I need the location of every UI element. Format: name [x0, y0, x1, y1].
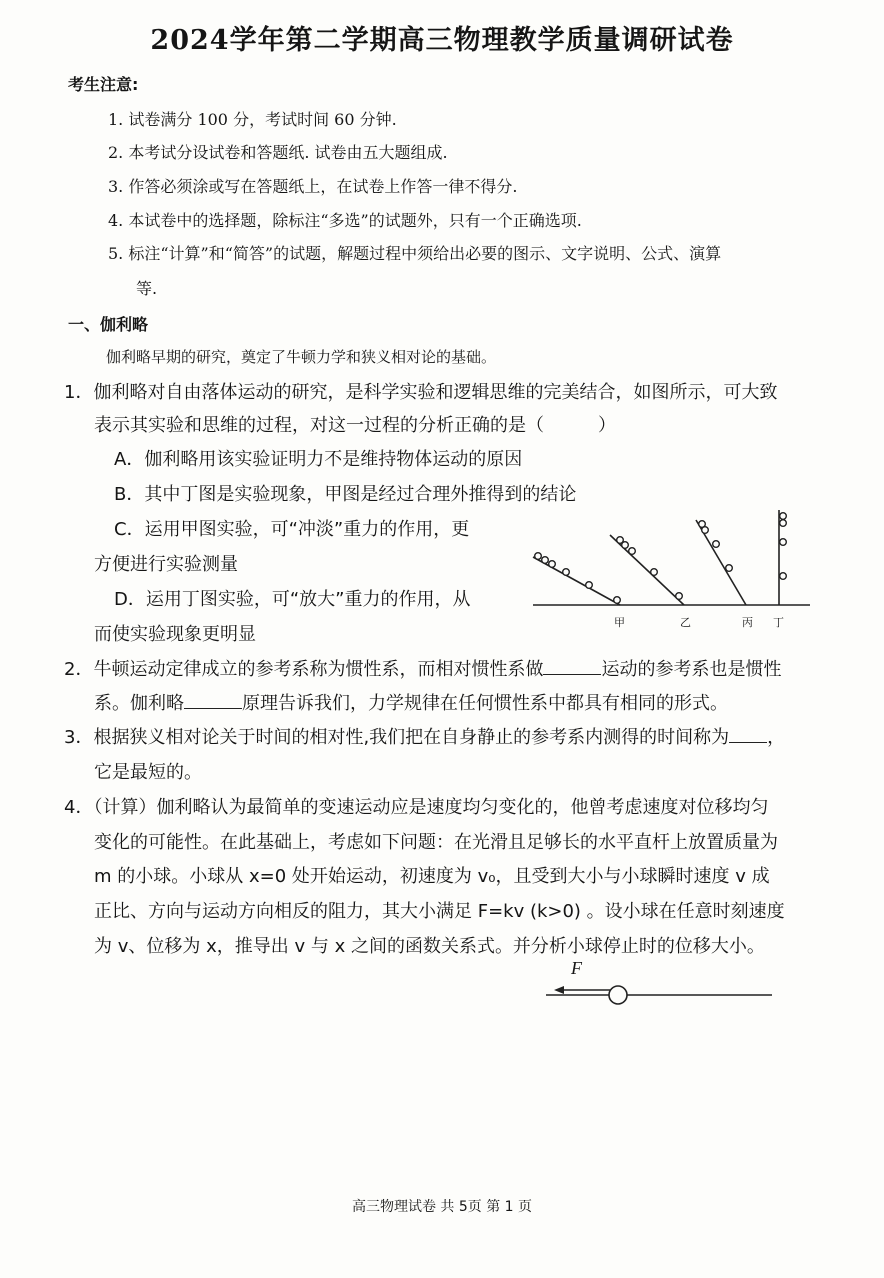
q3-line1-b: ，	[767, 727, 786, 748]
q2-line1-a: 2．牛顿运动定律成立的参考系称为惯性系，而相对惯性系做	[64, 659, 544, 680]
q1-option-c-cont: 方便进行实验测量	[94, 554, 238, 575]
notice-item-5-cont: 等.	[136, 279, 158, 298]
notice-item-3: 3. 作答必须涂或写在答题纸上，在试卷上作答一律不得分.	[108, 177, 518, 196]
force-diagram	[540, 980, 780, 1010]
q1-line1: 1．伽利略对自由落体运动的研究，是科学实验和逻辑思维的完美结合，如图所示，可大致	[64, 382, 778, 403]
q2-blank-1	[543, 657, 601, 675]
section-intro: 伽利略早期的研究，奠定了牛顿力学和狭义相对论的基础。	[106, 348, 497, 366]
q1-option-c: C．运用甲图实验，可“冲淡”重力的作用，更	[114, 519, 470, 540]
figure-label-ding: 丁	[773, 616, 784, 629]
section-heading: 一、伽利略	[68, 315, 149, 334]
q4-line4: 正比、方向与运动方向相反的阻力，其大小满足 F=kv (k>0) 。设小球在任意时刻速度	[94, 901, 785, 922]
page-footer: 高三物理试卷 共 5页 第 1 页	[351, 1199, 533, 1215]
q3-line1-a: 3．根据狭义相对论关于时间的相对性,我们把在自身静止的参考系内测得的时间称为	[64, 727, 730, 748]
q2-line2-a: 系。伽利略	[94, 693, 184, 714]
notice-item-5: 5. 标注“计算”和“简答”的试题，解题过程中须给出必要的图示、文字说明、公式、演算	[108, 244, 722, 263]
q2-line2	[94, 689, 728, 715]
notice-item-4: 4. 本试卷中的选择题，除标注“多选”的试题外，只有一个正确选项.	[108, 211, 582, 230]
q4-line2: 变化的可能性。在此基础上，考虑如下问题：在光滑且足够长的水平直杆上放置质量为	[94, 832, 778, 853]
notice-item-1: 1. 试卷满分 100 分，考试时间 60 分钟.	[108, 110, 397, 129]
q4-line3: m 的小球。小球从 x=0 处开始运动，初速度为 v₀，且受到大小与小球瞬时速度 v 成	[94, 866, 770, 887]
q2-blank-2	[184, 691, 242, 709]
force-label: F	[571, 958, 582, 978]
q3-blank	[729, 725, 767, 743]
figure-label-bing: 丙	[742, 616, 753, 629]
q1-line2: 表示其实验和思维的过程，对这一过程的分析正确的是（ ）	[94, 415, 616, 436]
q4-line5: 为 v、位移为 x，推导出 v 与 x 之间的函数关系式。并分析小球停止时的位移大小。	[94, 936, 765, 957]
q2-line1-b: 运动的参考系也是惯性	[601, 659, 782, 680]
incline-figure	[528, 505, 818, 630]
figure-label-yi: 乙	[680, 616, 691, 629]
notice-item-2: 2. 本考试分设试卷和答题纸. 试卷由五大题组成.	[108, 143, 448, 162]
notice-heading: 考生注意:	[68, 75, 139, 94]
figure-label-jia: 甲	[614, 616, 625, 629]
q1-option-d-cont: 而使实验现象更明显	[94, 624, 256, 645]
page-title: 2024学年第二学期高三物理教学质量调研试卷	[150, 25, 734, 56]
q3-line2: 它是最短的。	[94, 762, 202, 783]
q1-option-a: A．伽利略用该实验证明力不是维持物体运动的原因	[114, 449, 523, 470]
q4-line1: 4．（计算）伽利略认为最简单的变速运动应是速度均匀变化的，他曾考虑速度对位移均匀	[64, 797, 769, 818]
q2-line1	[64, 655, 781, 681]
q1-option-b: B．其中丁图是实验现象，甲图是经过合理外推得到的结论	[114, 484, 577, 505]
q2-line2-b: 原理告诉我们，力学规律在任何惯性系中都具有相同的形式。	[242, 693, 728, 714]
q1-option-d: D．运用丁图实验，可“放大”重力的作用，从	[114, 589, 471, 610]
q3-line1	[64, 723, 785, 749]
